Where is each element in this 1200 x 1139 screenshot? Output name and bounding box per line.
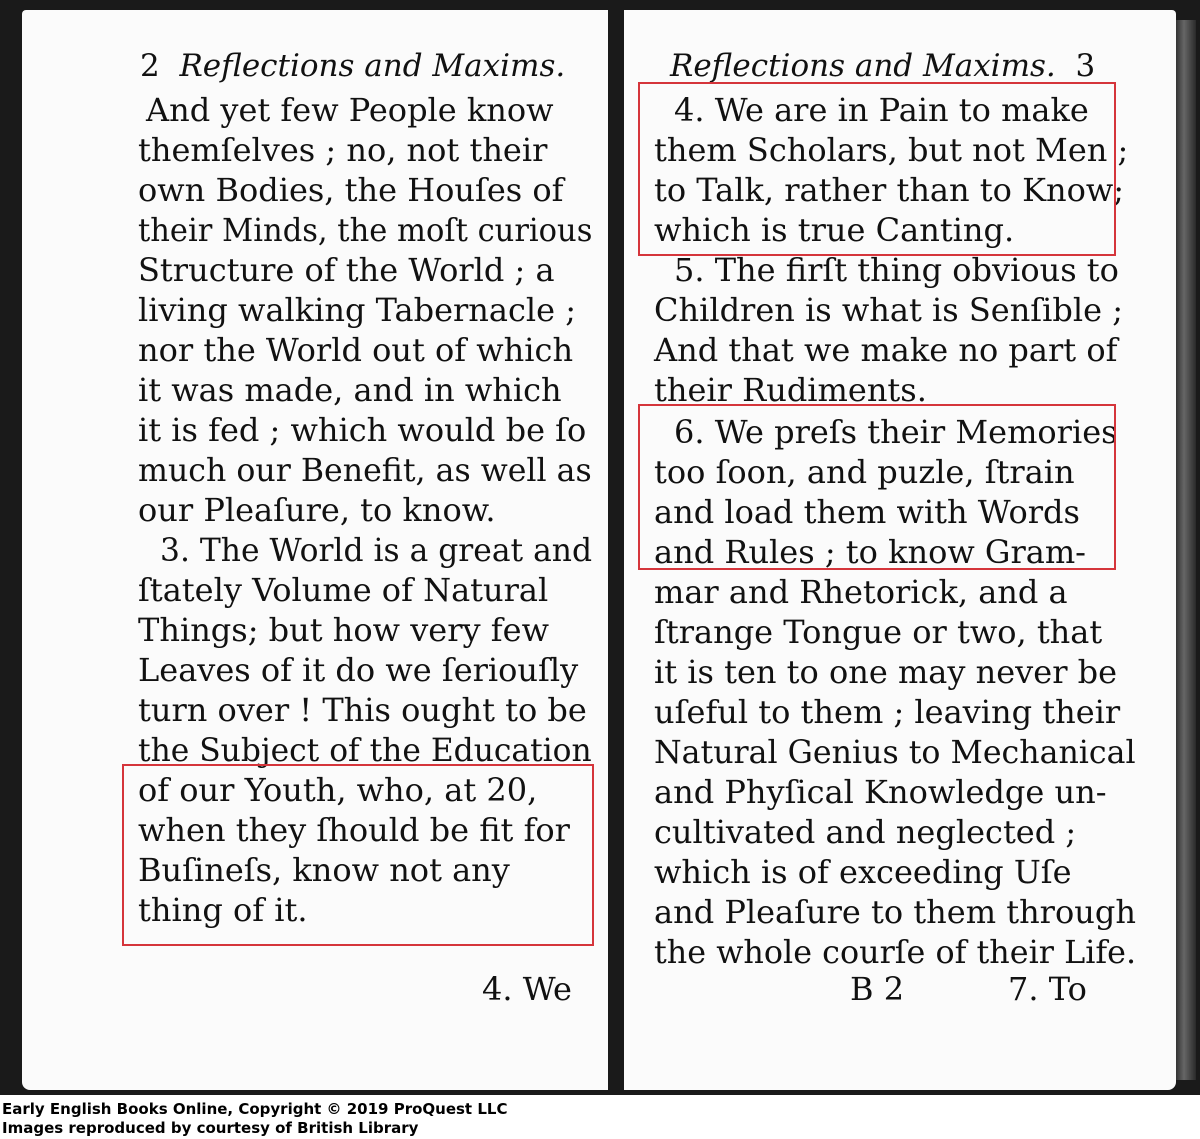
text-line: And that we make no part of [654,331,1118,369]
text-line: cultivated and neglected ; [654,813,1077,851]
text-line: to Talk, rather than to Know; [654,171,1125,209]
text-line: living walking Tabernacle ; [138,291,577,329]
text-line: the Subject of the Education [138,731,592,769]
text-line: turn over ! This ought to be [138,691,587,729]
credits-line-2: Images reproduced by courtesy of British Library [2,1119,419,1137]
text-line: of our Youth, who, at 20, [138,771,538,809]
text-line: Natural Genius to Mechanical [654,733,1136,771]
text-line: them Scholars, but not Men ; [654,131,1129,169]
text-line: Leaves of it do we ſeriouſly [138,651,579,689]
text-line: Buſineſs, know not any [138,851,510,889]
page-edge [1176,20,1196,1080]
text-line: it is fed ; which would be ſo [138,411,587,449]
right-page [624,10,1176,1090]
text-line: own Bodies, the Houſes of [138,171,564,209]
left-page-header [140,48,565,84]
left-page [22,10,608,1090]
text-line: and Phyſical Knowledge un- [654,773,1107,811]
text-line: 4. We are in Pain to make [674,91,1089,129]
text-line: the whole courſe of their Life. [654,933,1137,971]
text-line: ſtrange Tongue or two, that [654,613,1103,651]
text-line: Children is what is Senſible ; [654,291,1123,329]
highlight-box [638,82,1116,256]
right-page-number: 3 [1075,48,1096,84]
right-catchword: 7. To [1008,970,1087,1008]
text-line: 6. We preſs their Memories [674,413,1118,451]
text-line: which is true Canting. [654,211,1015,249]
left-catchword: 4. We [482,970,572,1008]
text-line: And yet few People know [146,91,554,129]
highlight-box [638,404,1116,570]
text-line: our Pleaſure, to know. [138,491,496,529]
text-line: their Rudiments. [654,371,927,409]
text-line: nor the World out of which [138,331,574,369]
highlight-box [122,764,594,946]
text-line: 5. The firſt thing obvious to [674,251,1119,289]
text-line: Structure of the World ; a [138,251,555,289]
credits [2,1100,507,1138]
text-line: and Rules ; to know Gram- [654,533,1086,571]
text-line: when they ſhould be fit for [138,811,570,849]
text-line: ſtately Volume of Natural [138,571,549,609]
text-line: themſelves ; no, not their [138,131,548,169]
text-line: and load them with Words [654,493,1080,531]
text-line: it is ten to one may never be [654,653,1118,691]
text-line: their Minds, the moſt curious [138,211,593,249]
text-line: too ſoon, and puzle, ſtrain [654,453,1075,491]
text-line: Things; but how very few [138,611,549,649]
text-line: much our Benefit, as well as [138,451,592,489]
text-line: thing of it. [138,891,308,929]
signature-mark: B 2 [850,970,905,1008]
text-line: which is of exceeding Uſe [654,853,1072,891]
text-line: and Pleaſure to them through [654,893,1136,931]
text-line: uſeful to them ; leaving their [654,693,1121,731]
right-running-title: Reflections and Maxims. [670,48,1056,84]
text-line: 3. The World is a great and [160,531,593,569]
right-page-header [670,48,1095,84]
left-page-number: 2 [140,48,160,84]
left-running-title: Reflections and Maxims. [179,48,566,84]
text-line: it was made, and in which [138,371,562,409]
credits-line-1: Early English Books Online, Copyright © 2019 ProQuest LLC [2,1100,508,1118]
text-line: mar and Rhetorick, and a [654,573,1068,611]
